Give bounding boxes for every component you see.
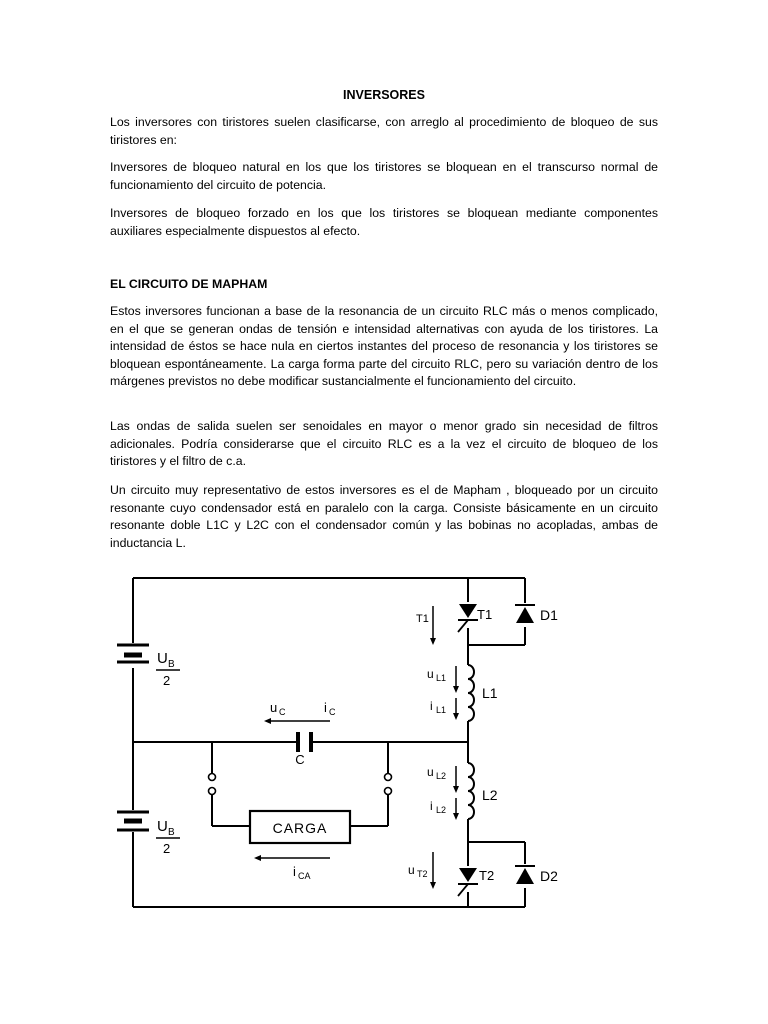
d1-label: D1 [540, 607, 558, 623]
battery-top-symbol [117, 645, 149, 662]
output-waves-paragraph: Las ondas de salida suelen ser senoidales en mayor o menor grado sin necesidad de filtros adicionales. Podría considerarse que el circuito RLC es a la vez el circuito de bloqueo de los tiristores y el filtro de c.a. [110, 419, 658, 468]
svg-text:U: U [157, 818, 168, 835]
svg-text:C: C [279, 707, 286, 717]
thyristor-t2-symbol [458, 868, 478, 896]
svg-text:u: u [427, 765, 434, 779]
l1-label: L1 [482, 685, 498, 701]
forced-block-paragraph: Inversores de bloqueo forzado en los que los tiristores se bloquean mediante componentes auxiliares especialmente dispuestos al efecto. [110, 206, 658, 238]
svg-text:CA: CA [298, 871, 311, 881]
svg-text:i: i [430, 699, 433, 713]
svg-text:i: i [324, 700, 327, 715]
t1-current-label: T1 [416, 613, 429, 625]
svg-text:2: 2 [163, 673, 171, 688]
load-terminals [209, 774, 392, 795]
svg-text:2: 2 [163, 841, 171, 856]
measurement-arrows [254, 606, 459, 889]
mapham-circuit-diagram [100, 552, 580, 922]
document-title: INVERSORES [343, 88, 425, 102]
t1-label: T1 [477, 607, 493, 622]
svg-text:L2: L2 [436, 771, 447, 781]
diode-d2-symbol [515, 866, 535, 884]
svg-text:u: u [270, 700, 278, 715]
svg-text:T2: T2 [417, 869, 428, 879]
ul2-label [427, 765, 446, 781]
ica-label [293, 864, 311, 881]
il2-label [430, 799, 446, 815]
il1-label [430, 699, 446, 715]
capacitor-symbol [298, 732, 311, 752]
ut2-label [408, 863, 428, 879]
mapham-paragraph: Un circuito muy representativo de estos inversores es el de Mapham , bloqueado por un circuito resonante cuyo condensador está en paralelo con la carga. Consiste básicamente en un circuito resonante doble L1C y L2C con el condensador común y las bobinas no acopladas, ambas de inductancia L. [110, 483, 658, 550]
thyristor-t1-symbol [458, 604, 478, 632]
ic-label [324, 700, 336, 717]
t2-label: T2 [479, 868, 495, 883]
svg-text:U: U [157, 650, 168, 667]
resonance-paragraph: Estos inversores funcionan a base de la resonancia de un circuito RLC más o menos complicado, en el que se generan ondas de tensión e intensidad alternativas con ayuda de los tiristores. La intensidad de éstos se hace nula en ciertos instantes del proceso de resonancia y los tiristores se bloquean espontáneamente. La carga forma parte del circuito RLC, pero su variación dentro de los márgenes previstos no debe modificar sustancialmente el funcionamiento del circuito. [110, 304, 658, 388]
ul1-label [427, 667, 446, 683]
svg-text:i: i [293, 864, 296, 879]
svg-text:u: u [427, 667, 434, 681]
svg-text:C: C [329, 707, 336, 717]
capacitor-label: C [295, 752, 305, 767]
ub-bottom-label [156, 818, 180, 856]
d2-label: D2 [540, 868, 558, 884]
ub-top-label [156, 650, 180, 688]
inductor-l2-coil [468, 763, 474, 819]
load-label: CARGA [272, 820, 328, 836]
natural-block-paragraph: Inversores de bloqueo natural en los que los tiristores se bloquean en el transcurso normal de funcionamiento del circuito de potencia. [110, 160, 658, 192]
svg-text:L1: L1 [436, 673, 447, 683]
l2-label: L2 [482, 787, 498, 803]
svg-text:B: B [168, 827, 175, 838]
svg-text:u: u [408, 863, 415, 877]
svg-text:B: B [168, 659, 175, 670]
svg-text:i: i [430, 799, 433, 813]
svg-text:L2: L2 [436, 805, 447, 815]
intro-paragraph: Los inversores con tiristores suelen clasificarse, con arreglo al procedimiento de bloqueo de sus tiristores en: [110, 115, 658, 147]
svg-text:L1: L1 [436, 705, 447, 715]
section-heading: EL CIRCUITO DE MAPHAM [110, 277, 268, 291]
inductor-l1-coil [468, 665, 474, 721]
uc-label [270, 700, 286, 717]
battery-bottom-symbol [117, 812, 149, 830]
diode-d1-symbol [515, 605, 535, 623]
